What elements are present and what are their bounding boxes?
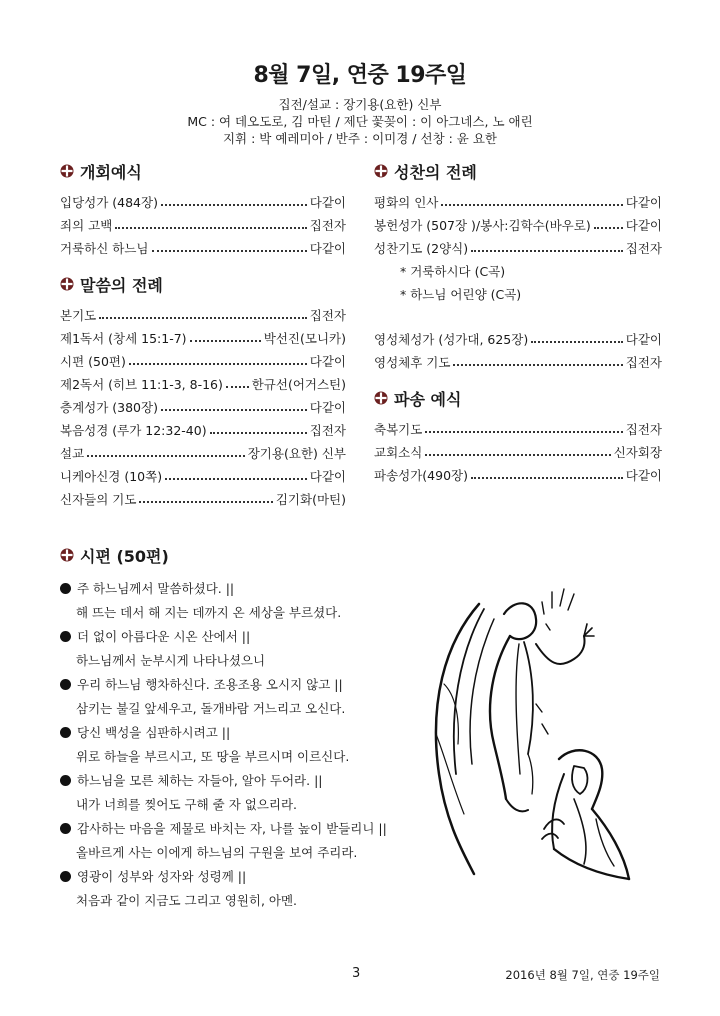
order-row: 제1독서 (창세 15:1-7) 박선진(모니카) xyxy=(60,331,346,346)
cross-in-circle-icon xyxy=(60,164,74,178)
credits-line: 집전/설교 : 장기용(요한) 신부 xyxy=(278,97,442,112)
section-heading-opening: 개회예식 xyxy=(60,158,346,184)
psalm-verse: 더 없이 아름다운 시온 산에서 || 하느님께서 눈부시게 나타나셨으니 xyxy=(60,624,420,672)
bullet-icon xyxy=(60,583,71,594)
cross-in-circle-icon xyxy=(60,277,74,291)
order-row: 시편 (50편) 다같이 xyxy=(60,354,346,369)
order-row: 제2독서 (히브 11:1-3, 8-16) 한규선(어거스틴) xyxy=(60,377,346,392)
section-heading-psalm: 시편 (50편) xyxy=(60,542,420,568)
order-row: 교회소식 신자회장 xyxy=(374,445,662,460)
order-row: 성찬기도 (2양식) 집전자 xyxy=(374,241,662,256)
credits-line: MC : 여 데오도로, 김 마틴 / 제단 꽃꽂이 : 이 아그네스, 노 애린 xyxy=(187,114,533,129)
psalm-verse: 우리 하느님 행차하신다. 조용조용 오시지 않고 || 삼키는 불길 앞세우고, 돌개바람 거느리고 오신다. xyxy=(60,672,420,720)
psalm-section xyxy=(60,542,420,912)
psalm-verse: 당신 백성을 심판하시려고 || 위로 하늘을 부르시고, 또 땅을 부르시며 이르신다. xyxy=(60,720,420,768)
cross-in-circle-icon xyxy=(374,164,388,178)
psalm-verse: 영광이 성부와 성자와 성령께 || 처음과 같이 지금도 그리고 영원히, 아멘. xyxy=(60,864,420,912)
bullet-icon xyxy=(60,823,71,834)
psalm-verse: 주 하느님께서 말씀하셨다. || 해 뜨는 데서 해 지는 데까지 온 세상을 부르셨다. xyxy=(60,576,420,624)
section-heading-word: 말씀의 전례 xyxy=(60,271,346,297)
footer-date: 2016년 8월 7일, 연중 19주일 xyxy=(505,968,660,982)
order-row: 복음성경 (루가 12:32-40) 집전자 xyxy=(60,423,346,438)
order-row: 영성체성가 (성가대, 625장) 다같이 xyxy=(374,332,662,347)
credits-line: 지휘 : 박 예레미아 / 반주 : 이미경 / 선창 : 윤 요한 xyxy=(222,131,497,146)
bullet-icon xyxy=(60,679,71,690)
credits-block xyxy=(0,96,720,147)
annunciation-illustration xyxy=(424,584,644,904)
left-column xyxy=(60,158,346,508)
order-row: 봉헌성가 (507장 )/봉사:김학수(바우로) 다같이 xyxy=(374,218,662,233)
order-row: 입당성가 (484장) 다같이 xyxy=(60,195,346,210)
order-row: 평화의 인사 다같이 xyxy=(374,195,662,210)
right-column xyxy=(374,158,662,484)
order-row: 신자들의 기도 김기화(마틴) xyxy=(60,492,346,507)
order-row: 영성체후 기도 집전자 xyxy=(374,355,662,370)
bullet-icon xyxy=(60,775,71,786)
psalm-verse: 하느님을 모른 체하는 자들아, 알아 두어라. || 내가 너희를 찢어도 구해 줄 자 없으리라. xyxy=(60,768,420,816)
sub-item: * 거룩하시다 (C곡) xyxy=(400,264,506,279)
page-number: 3 xyxy=(352,966,361,981)
order-row: 축복기도 집전자 xyxy=(374,422,662,437)
order-row: 파송성가(490장) 다같이 xyxy=(374,468,662,483)
psalm-verse: 감사하는 마음을 제물로 바치는 자, 나를 높이 받들리니 || 올바르게 사는 이에게 하느님의 구원을 보여 주리라. xyxy=(60,816,420,864)
order-row: 죄의 고백 집전자 xyxy=(60,218,346,233)
cross-in-circle-icon xyxy=(374,391,388,405)
section-heading-eucharist: 성찬의 전례 xyxy=(374,158,662,184)
section-heading-dismissal: 파송 예식 xyxy=(374,385,662,411)
page-title: 8월 7일, 연중 19주일 xyxy=(253,63,467,88)
order-row: 니케아신경 (10쪽) 다같이 xyxy=(60,469,346,484)
sub-item: * 하느님 어린양 (C곡) xyxy=(400,287,522,302)
order-row: 층계성가 (380장) 다같이 xyxy=(60,400,346,415)
bullet-icon xyxy=(60,871,71,882)
cross-in-circle-icon xyxy=(60,548,74,562)
order-row: 본기도 집전자 xyxy=(60,308,346,323)
order-row: 설교 장기용(요한) 신부 xyxy=(60,446,346,461)
bullet-icon xyxy=(60,631,71,642)
order-row: 거룩하신 하느님 다같이 xyxy=(60,241,346,256)
bullet-icon xyxy=(60,727,71,738)
